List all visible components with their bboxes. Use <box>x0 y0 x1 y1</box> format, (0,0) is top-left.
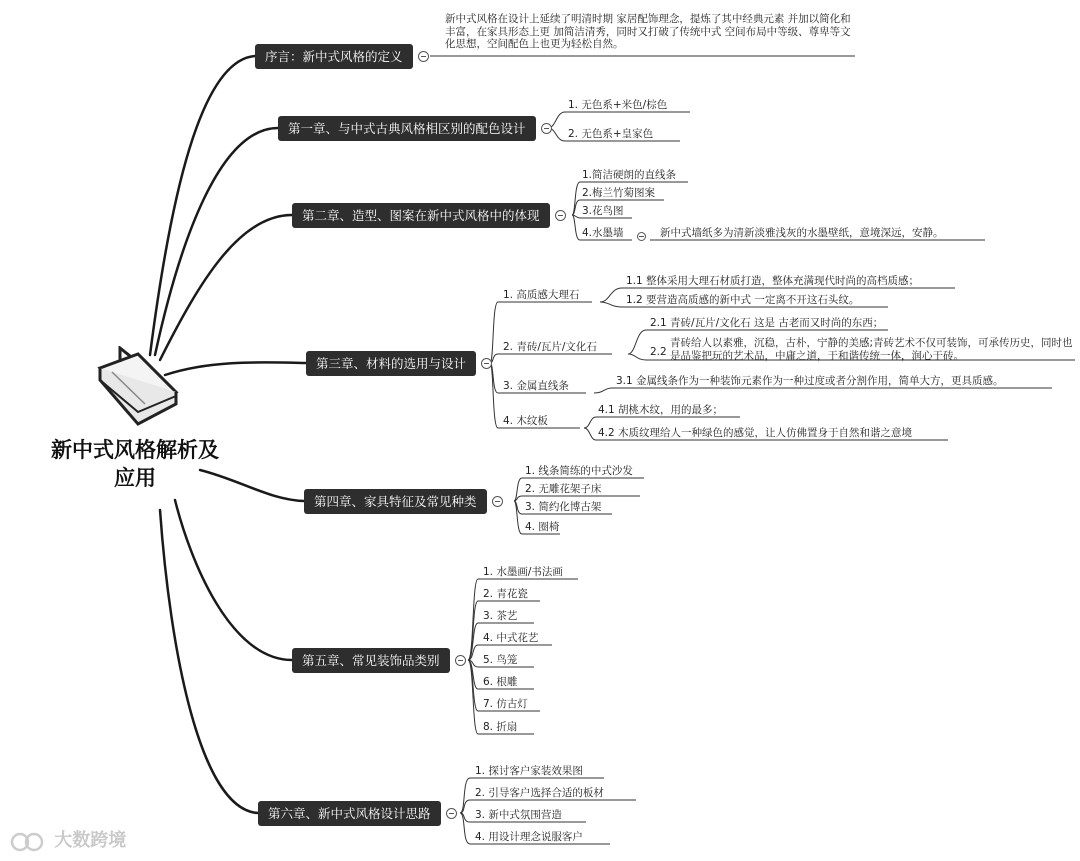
watermark-icon <box>8 830 48 852</box>
chapter-6-item: 4. 用设计理念说服客户 <box>475 831 583 843</box>
collapse-icon[interactable] <box>541 123 552 134</box>
chapter-5-item: 7. 仿古灯 <box>483 698 528 710</box>
chapter-6-item: 3. 新中式氛围营造 <box>475 809 562 821</box>
chapter-3-item: 2. 青砖/瓦片/文化石 <box>503 341 597 353</box>
collapse-icon[interactable] <box>418 51 429 62</box>
preface-node[interactable] <box>255 44 413 69</box>
collapse-icon[interactable] <box>492 496 503 507</box>
collapse-icon[interactable] <box>637 232 646 241</box>
chapter-2-node[interactable] <box>292 203 550 228</box>
book-icon <box>90 346 182 434</box>
chapter-3-subitem: 4.1 胡桃木纹，用的最多； <box>598 404 724 416</box>
chapter-4-item: 3. 简约化博古架 <box>525 501 602 513</box>
chapter-2-note: 新中式墙纸多为清新淡雅浅灰的水墨壁纸，意境深远，安静。 <box>660 227 944 239</box>
chapter-4-label: 第四章、家具特征及常见种类 <box>314 494 477 509</box>
chapter-3-subitem: 1.1 整体采用大理石材质打造，整体充满现代时尚的高档质感； <box>626 275 920 287</box>
chapter-5-item: 1. 水墨画/书法画 <box>483 566 563 578</box>
chapter-5-label: 第五章、常见装饰品类别 <box>302 653 440 668</box>
chapter-4-node[interactable] <box>304 489 487 514</box>
chapter-2-label: 第二章、造型、图案在新中式风格中的体现 <box>302 208 540 223</box>
watermark-logo <box>8 826 126 852</box>
chapter-2-item: 4.水墨墙 <box>582 227 624 239</box>
chapter-1-item: 1. 无色系+米色/棕色 <box>568 99 668 111</box>
preface-text: 新中式风格在设计上延续了明清时期 家居配饰理念，提炼了其中经典元素 并加以简化和丰富，在家具形态上更 加简洁清秀，同时又打破了传统中式 空间布局中等级、尊卑等文化思想，空间配色上也更为轻松自然。 <box>445 13 851 50</box>
collapse-icon[interactable] <box>446 808 457 819</box>
chapter-3-label: 第三章、材料的选用与设计 <box>316 356 467 371</box>
chapter-3-node[interactable] <box>306 351 476 376</box>
chapter-3-item: 1. 高质感大理石 <box>503 289 580 301</box>
chapter-4-item: 2. 无雕花架子床 <box>525 483 602 495</box>
chapter-3-subitem: 1.2 要营造高质感的新中式 一定离不开这石头纹。 <box>626 294 860 306</box>
chapter-5-node[interactable] <box>292 648 450 673</box>
collapse-icon[interactable] <box>455 655 466 666</box>
chapter-5-item: 4. 中式花艺 <box>483 632 539 644</box>
watermark-text: 大数跨境 <box>54 830 127 851</box>
chapter-5-item: 2. 青花瓷 <box>483 588 528 600</box>
chapter-1-item: 2. 无色系+皇家色 <box>568 128 654 140</box>
chapter-5-item: 6. 根雕 <box>483 676 518 688</box>
chapter-3-item: 4. 木纹板 <box>503 415 548 427</box>
chapter-3-item: 3. 金属直线条 <box>503 380 569 392</box>
chapter-3-subitem-text: 青砖给人以素雅，沉稳，古朴，宁静的美感;青砖艺术不仅可装饰，可承传历史，同时也是品鉴把玩的艺术品，中庸之道，于和谐传统一体，润心于砖。 <box>670 337 1073 362</box>
collapse-icon[interactable] <box>481 358 492 369</box>
chapter-1-label: 第一章、与中式古典风格相区别的配色设计 <box>288 121 526 136</box>
chapter-4-item: 4. 圈椅 <box>525 521 560 533</box>
chapter-6-item: 2. 引导客户选择合适的板材 <box>475 787 604 799</box>
chapter-2-item: 2.梅兰竹菊图案 <box>582 187 656 199</box>
root-title <box>30 436 240 492</box>
chapter-6-item: 1. 探讨客户家装效果图 <box>475 765 583 777</box>
chapter-5-item: 3. 茶艺 <box>483 610 518 622</box>
chapter-4-item: 1. 线条简练的中式沙发 <box>525 465 633 477</box>
chapter-2-item: 3.花鸟图 <box>582 205 624 217</box>
collapse-icon[interactable] <box>555 210 566 221</box>
chapter-2-item: 1.简洁硬朗的直线条 <box>582 169 677 181</box>
chapter-1-node[interactable] <box>278 116 536 141</box>
chapter-6-label: 第六章、新中式风格设计思路 <box>268 806 431 821</box>
chapter-6-node[interactable] <box>258 801 441 826</box>
chapter-5-item: 8. 折扇 <box>483 721 518 733</box>
root-title-line1: 新中式风格解析及 <box>51 438 219 462</box>
chapter-3-subitem-number: 2.2 <box>650 346 667 358</box>
preface-label: 序言：新中式风格的定义 <box>265 49 403 64</box>
root-title-line2: 应用 <box>114 466 156 490</box>
chapter-3-subitem: 3.1 金属线条作为一种装饰元素作为一种过度或者分割作用，简单大方，更具质感。 <box>616 375 1004 387</box>
chapter-5-item: 5. 鸟笼 <box>483 654 518 666</box>
chapter-3-subitem: 2.1 青砖/瓦片/文化石 这是 古老而又时尚的东西； <box>650 317 884 329</box>
chapter-3-subitem: 4.2 木质纹理给人一种绿色的感觉，让人仿佛置身于自然和谐之意境 <box>598 427 913 439</box>
